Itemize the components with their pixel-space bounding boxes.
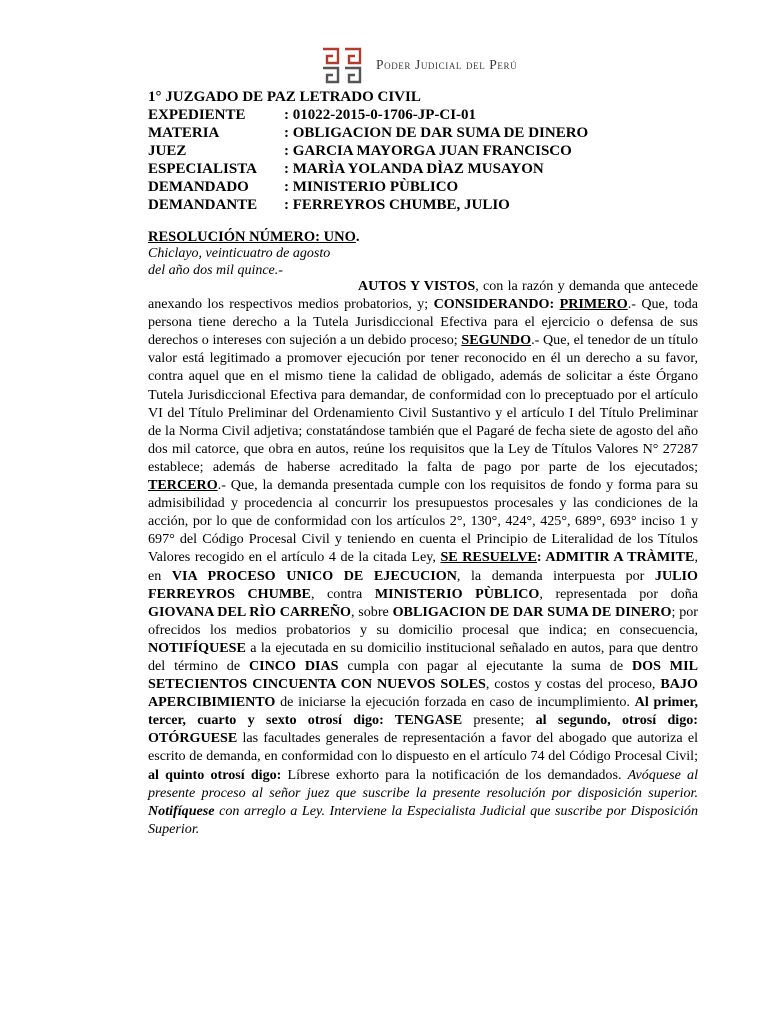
case-header (148, 88, 588, 214)
court-logo (320, 46, 517, 84)
header-value: : 01022-2015-0-1706-JP-CI-01 (284, 107, 477, 123)
header-key: JUEZ (148, 143, 187, 159)
header-row-especialista (148, 160, 588, 178)
header-row-demandante (148, 196, 588, 214)
header-row-expediente (148, 106, 588, 124)
resolution-date-line-1: Chiclayo, veinticuatro de agosto (148, 246, 331, 261)
header-row-materia (148, 124, 588, 142)
header-key: DEMANDADO (148, 179, 249, 195)
resolution-title-dot: . (355, 229, 360, 245)
resolution-body: AUTOS Y VISTOS, con la razón y demanda que antecede anexando los respectivos medios probatorios, y; CONSIDERANDO: PRIMERO.- Que, toda persona tiene derecho a la Tutela Jurisdiccional Efectiva para el ejercicio o defensa de sus derechos o intereses con sujeción a un debido proceso; SEGUNDO.- Que, el tenedor de un título valor está legitimado a promover ejecución por tener reconocido en él un derecho a su favor, contra aquel que en el mismo tiene la calidad de obligado, además de solicitar a éste Órgano Tutela Jurisdiccional Efectiva para demandar, de conformidad con lo preceptuado por el artículo VI del Título Preliminar del Ordenamiento Civil Sustantivo y el artículo I del Título Preliminar de la Norma Civil adjetiva; constatándose también que el Pagaré de fecha siete de agosto del año dos mil catorce, que obra en autos, reúne los requisitos que la Ley de Títulos Valores N° 27287 establece; además de haberse acreditado la falta de pago por parte de los ejecutados; TERCERO.- Que, la demanda presentada cumple con los requisitos de fondo y forma para su admisibilidad y procedencia al concurrir los presupuestos procesales y las condiciones de la acción, por lo que de conformidad con los artículos 2°, 130°, 424°, 425°, 689°, 693° inciso 1 y 697° del Código Procesal Civil y teniendo en cuenta el Principio de Literalidad de los Títulos Valores recogido en el artículo 4 de la citada Ley, SE RESUELVE: ADMITIR A TRÀMITE, en VIA PROCESO UNICO DE EJECUCION, la demanda interpuesta por JULIO FERREYROS CHUMBE, contra MINISTERIO PÙBLICO, representada por doña GIOVANA DEL RÌO CARREÑO, sobre OBLIGACION DE DAR SUMA DE DINERO; por ofrecidos los medios probatorios y su domicilio procesal que indica; en consecuencia, NOTIFÍQUESE a la ejecutada en su domicilio institucional señalado en autos, para que dentro del término de CINCO DIAS cumpla con pagar al ejecutante la suma de DOS MIL SETECIENTOS CINCUENTA CON NUEVOS SOLES, costos y costas del proceso, BAJO APERCIBIMIENTO de iniciarse la ejecución forzada en caso de incumplimiento. Al primer, tercer, cuarto y sexto otrosí digo: TENGASE presente; al segundo, otrosí digo: OTÓRGUESE las facultades generales de representación a favor del abogado que autoriza el escrito de demanda, en conformidad con lo dispuesto en el artículo 74 del Código Procesal Civil; al quinto otrosí digo: Líbrese exhorto para la notificación de los demandados. Avóquese al presente proceso al señor juez que suscribe la presente resolución por disposición superior. Notifíquese con arreglo a Ley. Interviene la Especialista Judicial que suscribe por Disposición Superior. (148, 278, 699, 837)
header-key: ESPECIALISTA (148, 161, 257, 177)
header-value: : MARÌA YOLANDA DÌAZ MUSAYON (284, 161, 544, 177)
resolution-title-line (148, 229, 359, 246)
header-value: : FERREYROS CHUMBE, JULIO (284, 197, 510, 213)
header-key: EXPEDIENTE (148, 107, 246, 123)
header-row-demandado (148, 178, 588, 196)
header-value: : GARCIA MAYORGA JUAN FRANCISCO (284, 143, 572, 159)
header-value: : OBLIGACION DE DAR SUMA DE DINERO (284, 125, 589, 141)
header-key: DEMANDANTE (148, 197, 258, 213)
judicial-emblem-icon (320, 46, 364, 84)
header-key: MATERIA (148, 125, 220, 141)
header-value: : MINISTERIO PÙBLICO (284, 179, 459, 195)
resolution-date-line-2: del año dos mil quince.- (148, 263, 283, 278)
court-name: 1° JUZGADO DE PAZ LETRADO CIVIL (148, 89, 421, 105)
header-row-juez (148, 142, 588, 160)
institution-name: Poder Judicial del Perú (376, 57, 518, 72)
resolution-title: RESOLUCIÓN NÚMERO: UNO (148, 229, 356, 245)
